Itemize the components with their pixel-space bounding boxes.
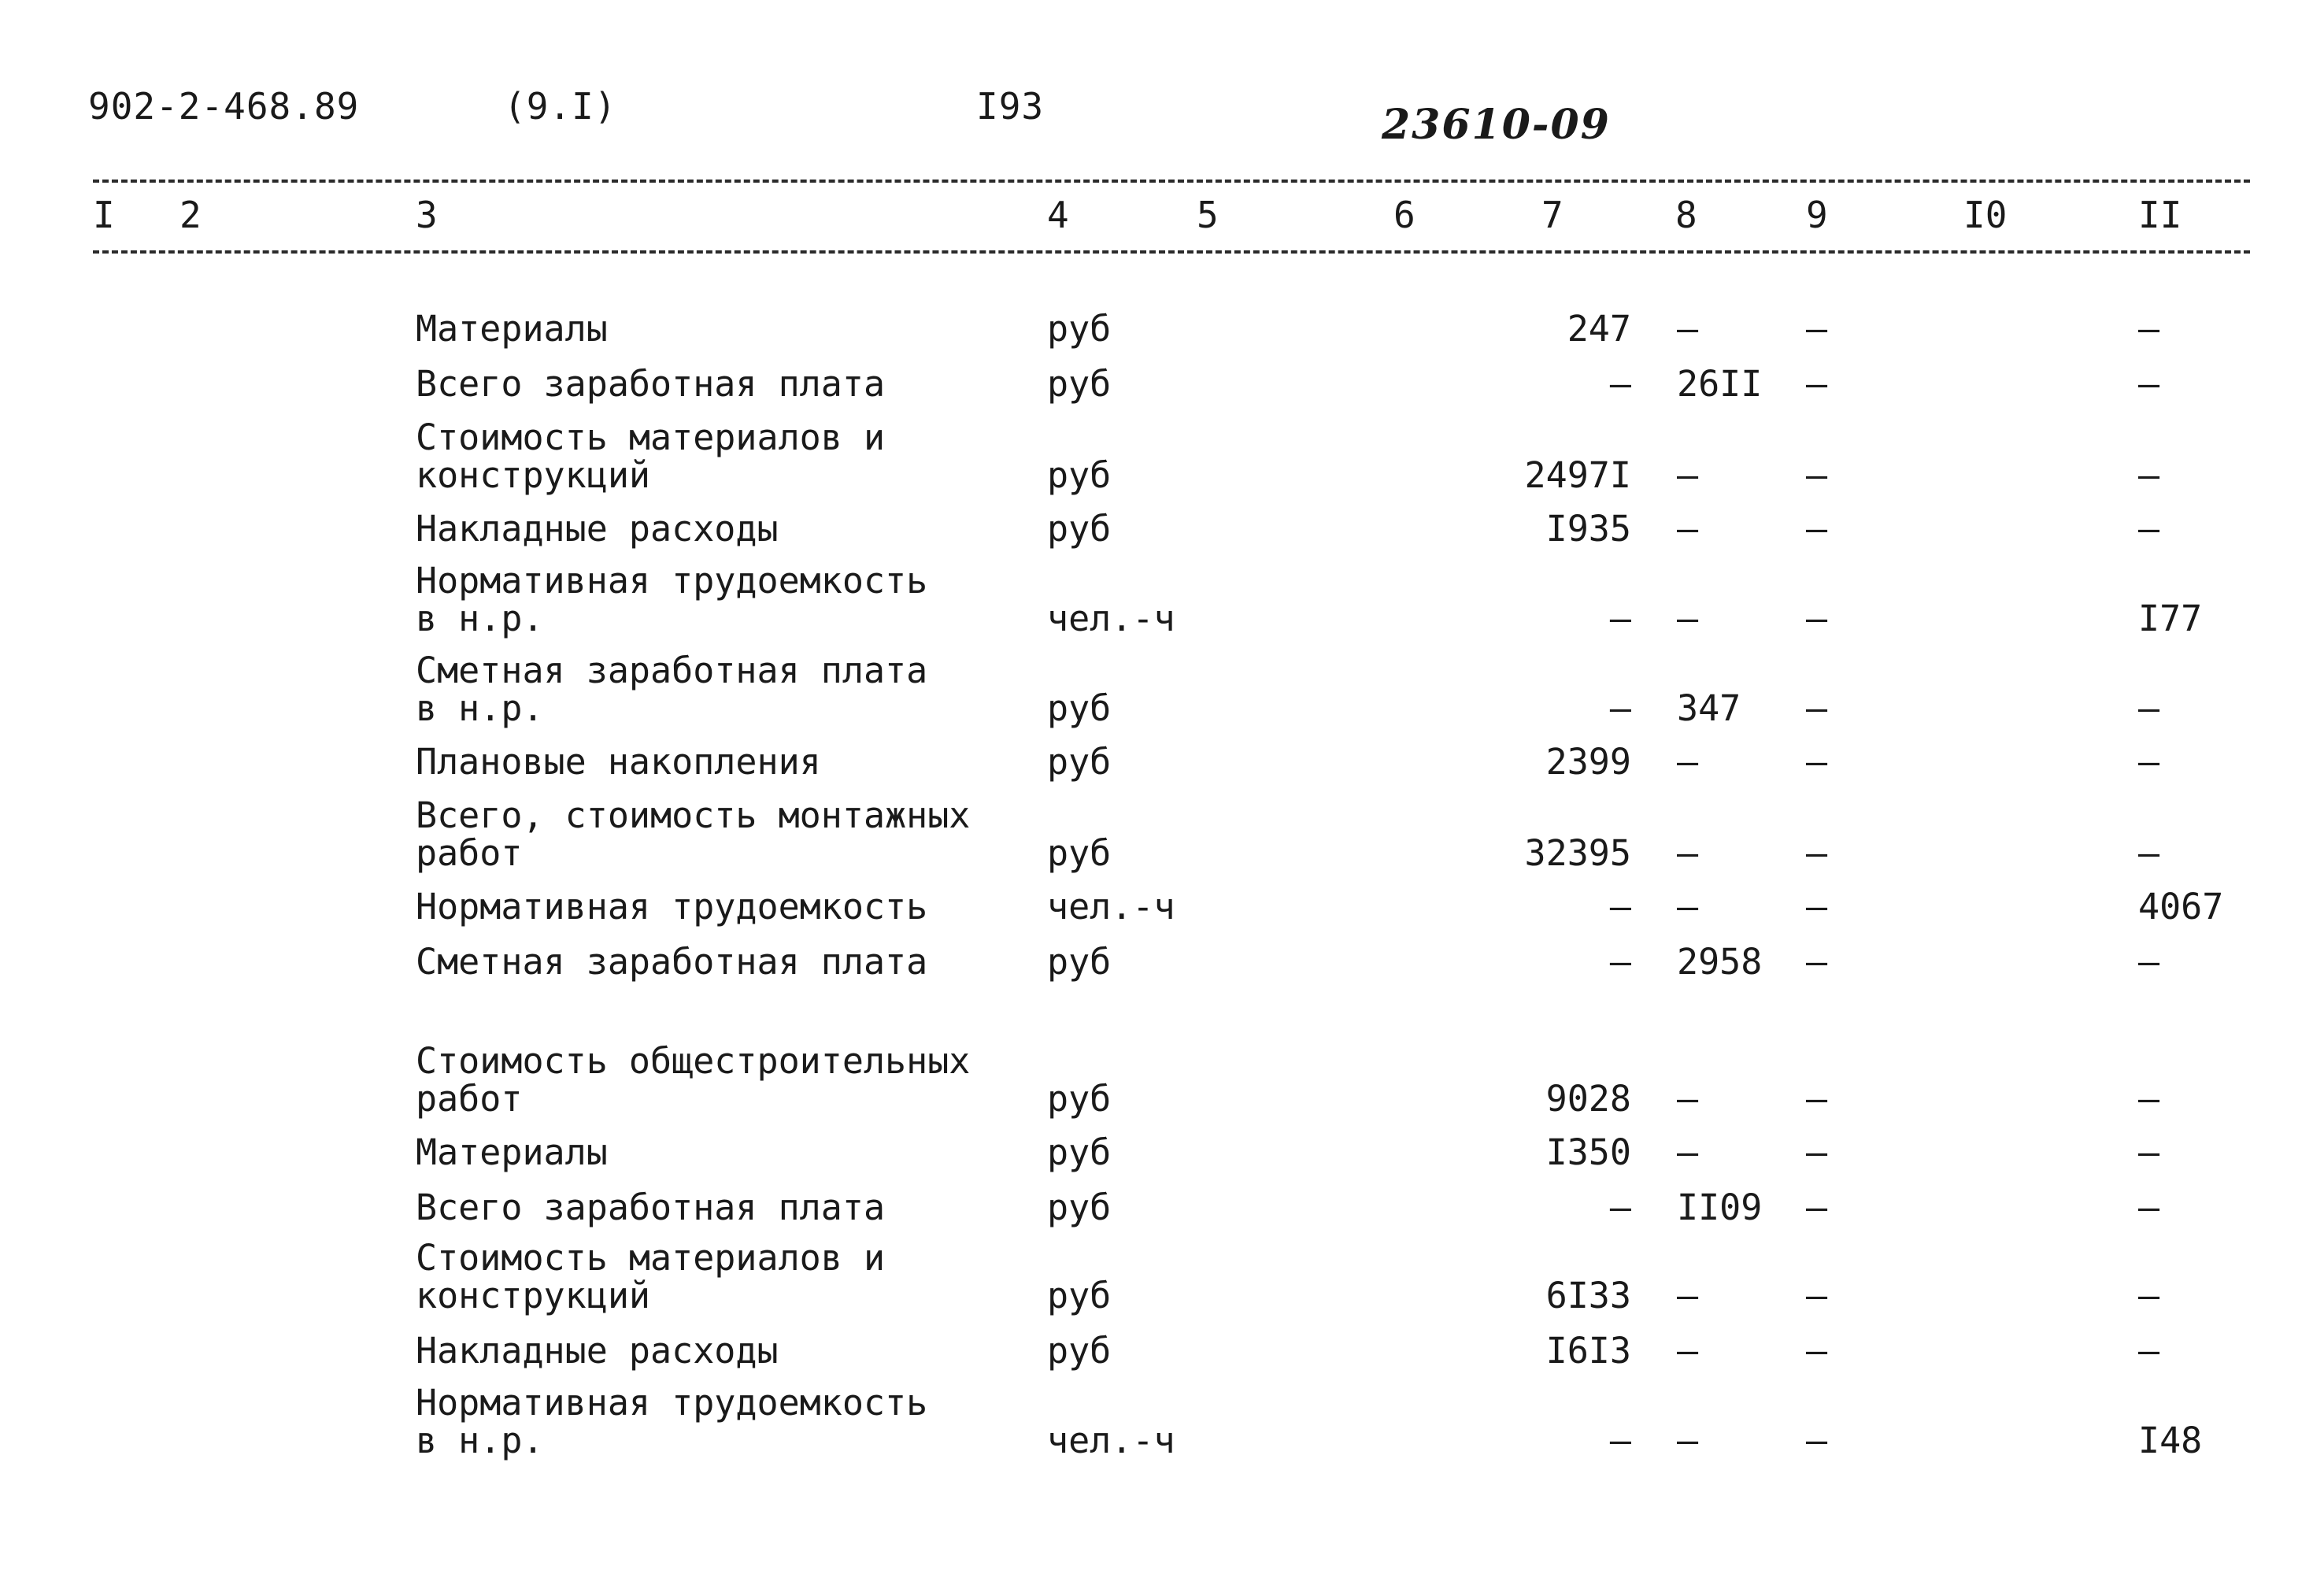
row-col9-value: – <box>1806 687 1828 729</box>
row-col9-value: – <box>1806 508 1828 550</box>
row-col11-value: – <box>2138 741 2160 783</box>
column-number-2: 2 <box>179 194 202 236</box>
row-col7-value: 2399 <box>1545 741 1631 783</box>
row-col9-value: – <box>1806 741 1828 783</box>
row-col11-value: – <box>2138 1330 2160 1372</box>
row-unit: руб <box>1047 1187 1112 1228</box>
row-col9-value: – <box>1806 886 1828 927</box>
table-row <box>0 1127 2324 1172</box>
table-row <box>0 1036 2324 1118</box>
row-col11-value: – <box>2138 508 2160 550</box>
column-number-7: 7 <box>1541 194 1564 236</box>
row-col8-value: 2958 <box>1677 941 1763 983</box>
row-col11-value: – <box>2138 454 2160 496</box>
row-label: Плановые накопления <box>416 741 821 783</box>
row-label: Нормативная трудоемкость в н.р. <box>416 560 928 639</box>
row-col8-value: – <box>1677 832 1699 874</box>
row-col9-value: – <box>1806 454 1828 496</box>
table-row <box>0 880 2324 926</box>
row-col7-value: – <box>1609 598 1631 639</box>
column-number-11: II <box>2138 194 2182 236</box>
row-unit: руб <box>1047 687 1112 729</box>
row-col8-value: – <box>1677 1420 1699 1461</box>
header-rule-bottom <box>93 250 2250 254</box>
row-label: Нормативная трудоемкость в н.р. <box>416 1382 928 1461</box>
row-col9-value: – <box>1806 1131 1828 1173</box>
table-row <box>0 790 2324 872</box>
column-number-4: 4 <box>1047 194 1069 236</box>
row-col11-value: – <box>2138 363 2160 405</box>
document-number: 902-2-468.89 <box>88 85 360 128</box>
row-label: Сметная заработная плата <box>416 941 928 983</box>
row-col7-value: 247 <box>1567 308 1631 350</box>
row-col9-value: – <box>1806 363 1828 405</box>
row-col9-value: – <box>1806 308 1828 350</box>
row-col8-value: – <box>1677 508 1699 550</box>
row-col9-value: – <box>1806 941 1828 983</box>
row-col11-value: – <box>2138 308 2160 350</box>
row-label: Сметная заработная плата в н.р. <box>416 650 928 729</box>
row-col8-value: – <box>1677 886 1699 927</box>
row-col11-value: – <box>2138 941 2160 983</box>
row-col11-value: – <box>2138 687 2160 729</box>
row-unit: руб <box>1047 363 1112 405</box>
row-col9-value: – <box>1806 1078 1828 1120</box>
row-col7-value: 9028 <box>1545 1078 1631 1120</box>
row-unit: руб <box>1047 1275 1112 1316</box>
row-col8-value: – <box>1677 1275 1699 1316</box>
table-row <box>0 935 2324 981</box>
row-col7-value: – <box>1609 1420 1631 1461</box>
row-unit: чел.-ч <box>1047 1420 1175 1461</box>
row-label: Материалы <box>416 308 608 350</box>
row-unit: руб <box>1047 1078 1112 1120</box>
header-rule-top <box>93 180 2250 183</box>
table-row <box>0 1233 2324 1315</box>
row-col9-value: – <box>1806 1187 1828 1228</box>
row-unit: руб <box>1047 832 1112 874</box>
row-col11-value: – <box>2138 1078 2160 1120</box>
row-label: Всего, стоимость монтажных работ <box>416 794 971 874</box>
row-col8-value: – <box>1677 1330 1699 1372</box>
row-col7-value: – <box>1609 687 1631 729</box>
table-row <box>0 413 2324 494</box>
table-row <box>0 1324 2324 1370</box>
row-col11-value: – <box>2138 1131 2160 1173</box>
row-label: Накладные расходы <box>416 1330 779 1372</box>
row-unit: руб <box>1047 1330 1112 1372</box>
row-unit: чел.-ч <box>1047 598 1175 639</box>
page-number: I93 <box>976 85 1045 128</box>
row-col11-value: – <box>2138 832 2160 874</box>
row-unit: чел.-ч <box>1047 886 1175 927</box>
row-label: Стоимость общестроительных работ <box>416 1040 971 1120</box>
column-number-8: 8 <box>1675 194 1697 236</box>
row-unit: руб <box>1047 941 1112 983</box>
row-col11-value: 4067 <box>2138 886 2224 927</box>
row-col11-value: I77 <box>2138 598 2203 639</box>
table-row <box>0 646 2324 728</box>
row-unit: руб <box>1047 741 1112 783</box>
row-col7-value: I6I3 <box>1545 1330 1631 1372</box>
row-label: Материалы <box>416 1131 608 1173</box>
row-col8-value: – <box>1677 308 1699 350</box>
row-unit: руб <box>1047 508 1112 550</box>
row-label: Накладные расходы <box>416 508 779 550</box>
row-col7-value: 2497I <box>1524 454 1631 496</box>
row-col11-value: – <box>2138 1275 2160 1316</box>
row-col7-value: I350 <box>1545 1131 1631 1173</box>
row-col9-value: – <box>1806 1330 1828 1372</box>
table-row <box>0 304 2324 348</box>
row-col8-value: 347 <box>1677 687 1741 729</box>
row-col7-value: 6I33 <box>1545 1275 1631 1316</box>
column-number-5: 5 <box>1197 194 1219 236</box>
table-row <box>0 359 2324 403</box>
column-number-10: I0 <box>1963 194 2008 236</box>
row-col8-value: – <box>1677 454 1699 496</box>
section-number: (9.I) <box>504 85 617 128</box>
row-col8-value: 26II <box>1677 363 1763 405</box>
document-code: 23610-09 <box>1382 101 1611 149</box>
row-unit: руб <box>1047 454 1112 496</box>
row-col7-value: 32395 <box>1524 832 1631 874</box>
row-label: Нормативная трудоемкость <box>416 886 928 927</box>
row-col8-value: – <box>1677 1078 1699 1120</box>
row-col8-value: – <box>1677 1131 1699 1173</box>
row-col7-value: – <box>1609 941 1631 983</box>
row-unit: руб <box>1047 308 1112 350</box>
row-col9-value: – <box>1806 598 1828 639</box>
row-col9-value: – <box>1806 1420 1828 1461</box>
column-number-3: 3 <box>416 194 438 236</box>
column-number-9: 9 <box>1806 194 1828 236</box>
row-col7-value: – <box>1609 886 1631 927</box>
table-row <box>0 1378 2324 1460</box>
row-col9-value: – <box>1806 832 1828 874</box>
row-label: Всего заработная плата <box>416 363 886 405</box>
column-number-6: 6 <box>1393 194 1415 236</box>
row-label: Всего заработная плата <box>416 1187 886 1228</box>
row-label: Стоимость материалов и конструкций <box>416 1237 886 1316</box>
row-col7-value: I935 <box>1545 508 1631 550</box>
row-col11-value: – <box>2138 1187 2160 1228</box>
row-col9-value: – <box>1806 1275 1828 1316</box>
row-col8-value: II09 <box>1677 1187 1763 1228</box>
row-unit: руб <box>1047 1131 1112 1173</box>
column-number-1: I <box>93 194 115 236</box>
table-row <box>0 502 2324 548</box>
row-col8-value: – <box>1677 741 1699 783</box>
row-col7-value: – <box>1609 1187 1631 1228</box>
table-row <box>0 735 2324 781</box>
row-col7-value: – <box>1609 363 1631 405</box>
table-row <box>0 556 2324 638</box>
table-row <box>0 1181 2324 1227</box>
row-col8-value: – <box>1677 598 1699 639</box>
row-col11-value: I48 <box>2138 1420 2203 1461</box>
row-label: Стоимость материалов и конструкций <box>416 417 886 496</box>
